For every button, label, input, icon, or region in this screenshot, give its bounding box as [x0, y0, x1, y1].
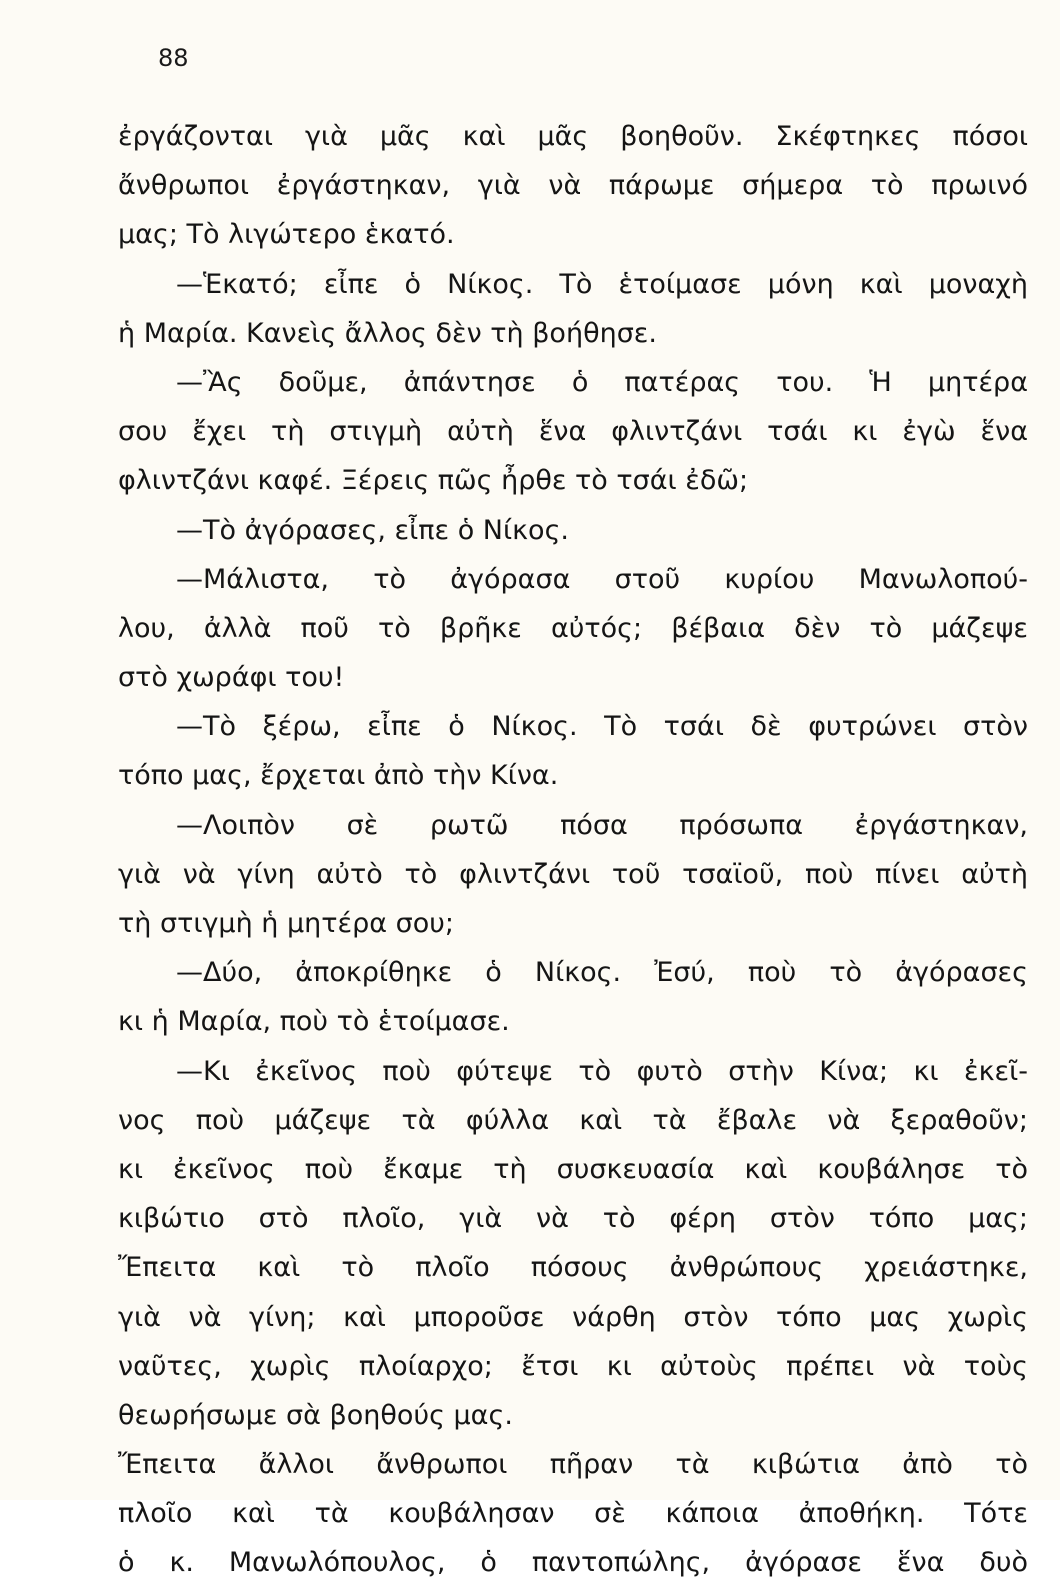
text-line: —Τὸ ἀγόρασες, εἶπε ὁ Νίκος.	[176, 514, 570, 546]
body-text	[118, 112, 1028, 1588]
text-line: —Δύο, ἀποκρίθηκε ὁ Νίκος. Ἐσύ, ποὺ τὸ ἀγόρασες	[176, 957, 1028, 989]
text-line: ἐργάζονται γιὰ μᾶς καὶ μᾶς βοηθοῦν. Σκέφτηκες πόσοι	[118, 121, 1028, 152]
text-line: ναῦτες, χωρὶς πλοίαρχο; ἔτσι κι αὐτοὺς πρέπει νὰ τοὺς	[118, 1350, 1028, 1382]
text-line: θεωρήσωμε σὰ βοηθούς μας.	[118, 1399, 513, 1431]
text-line: κι ἡ Μαρία, ποὺ τὸ ἑτοίμασε.	[118, 1006, 510, 1038]
text-line: κι ἐκεῖνος ποὺ ἔκαμε τὴ συσκευασία καὶ κουβάλησε τὸ	[118, 1153, 1028, 1185]
text-line: μας; Τὸ λιγώτερο ἑκατό.	[118, 219, 455, 251]
text-line: Ἔπειτα καὶ τὸ πλοῖο πόσους ἀνθρώπους χρειάστηκε,	[118, 1252, 1028, 1284]
text-line: λου, ἀλλὰ ποῦ τὸ βρῆκε αὐτός; βέβαια δὲν τὸ μάζεψε	[118, 612, 1028, 644]
text-line: —Τὸ ξέρω, εἶπε ὁ Νίκος. Τὸ τσάι δὲ φυτρώνει στὸν	[176, 711, 1028, 743]
text-line: πλοῖο καὶ τὰ κουβάλησαν σὲ κάποια ἀποθήκη. Τότε	[118, 1498, 1028, 1530]
text-line: στὸ χωράφι του!	[118, 662, 345, 694]
page-number: 88	[158, 44, 189, 72]
text-line: τόπο μας, ἔρχεται ἀπὸ τὴν Κίνα.	[118, 760, 559, 792]
text-line: —Ἑκατό; εἶπε ὁ Νίκος. Τὸ ἑτοίμασε μόνη καὶ μοναχὴ	[176, 268, 1028, 300]
text-line: ὁ κ. Μανωλόπουλος, ὁ παντοπώλης, ἀγόρασε ἕνα δυὸ	[118, 1547, 1028, 1579]
text-line: νος ποὺ μάζεψε τὰ φύλλα καὶ τὰ ἔβαλε νὰ ξεραθοῦν;	[118, 1104, 1028, 1136]
text-line: —Μάλιστα, τὸ ἀγόρασα στοῦ κυρίου Μανωλοπού-	[176, 563, 1028, 595]
text-line: γιὰ νὰ γίνη αὐτὸ τὸ φλιντζάνι τοῦ τσαϊοῦ, ποὺ πίνει αὐτὴ	[118, 858, 1028, 890]
text-line: κιβώτιο στὸ πλοῖο, γιὰ νὰ τὸ φέρη στὸν τόπο μας;	[118, 1203, 1028, 1235]
text-line: —Κι ἐκεῖνος ποὺ φύτεψε τὸ φυτὸ στὴν Κίνα; κι ἐκεῖ-	[176, 1055, 1028, 1087]
text-line: φλιντζάνι καφέ. Ξέρεις πῶς ἦρθε τὸ τσάι ἐδῶ;	[118, 465, 749, 497]
text-line: ἄνθρωποι ἐργάστηκαν, γιὰ νὰ πάρωμε σήμερα τὸ πρωινό	[118, 170, 1028, 202]
text-line: Ἔπειτα ἄλλοι ἄνθρωποι πῆραν τὰ κιβώτια ἀπὸ τὸ	[118, 1449, 1028, 1481]
text-line: —Λοιπὸν σὲ ρωτῶ πόσα πρόσωπα ἐργάστηκαν,	[176, 809, 1028, 841]
text-line: ἡ Μαρία. Κανεὶς ἄλλος δὲν τὴ βοήθησε.	[118, 317, 657, 349]
text-line: γιὰ νὰ γίνη; καὶ μποροῦσε νάρθη στὸν τόπο μας χωρὶς	[118, 1301, 1028, 1333]
text-line: τὴ στιγμὴ ἡ μητέρα σου;	[118, 908, 455, 939]
text-line: σου ἔχει τὴ στιγμὴ αὐτὴ ἕνα φλιντζάνι τσάι κι ἐγὼ ἕνα	[118, 416, 1028, 448]
text-line: —Ἂς δοῦμε, ἀπάντησε ὁ πατέρας του. Ἡ μητέρα	[176, 366, 1028, 398]
